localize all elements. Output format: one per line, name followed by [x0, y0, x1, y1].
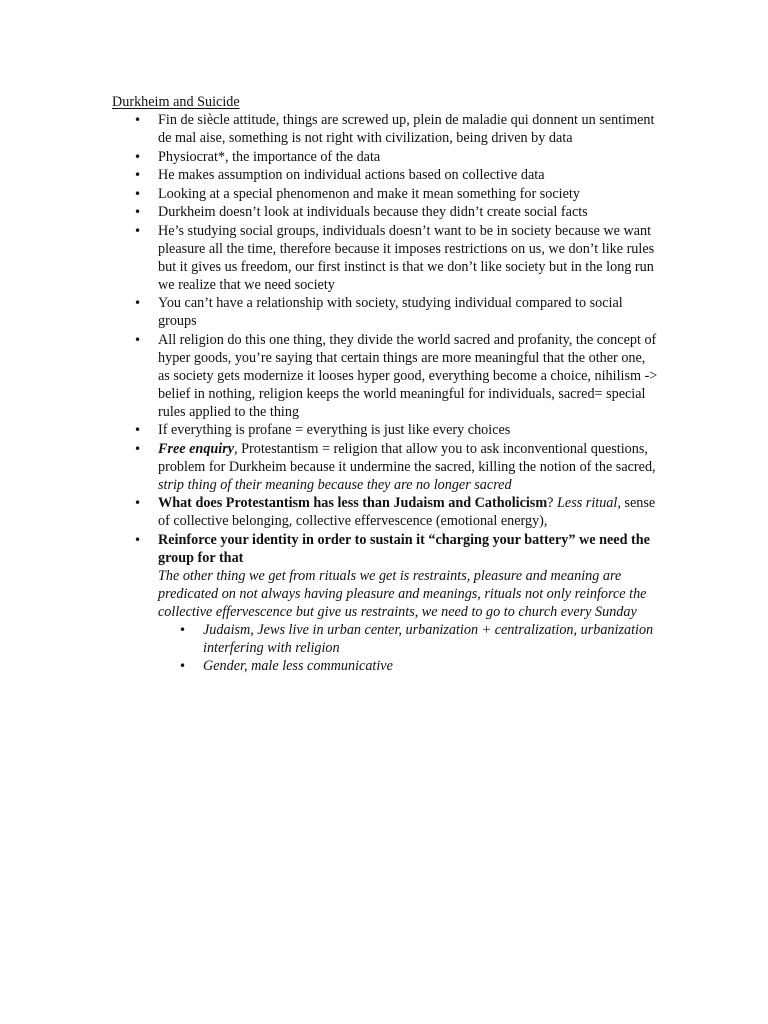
emphasis-italic: Less ritual, — [557, 495, 621, 511]
sub-list-item: • Judaism, Jews live in urban center, urbanization + centralization, urbanization interfering with religion — [158, 621, 663, 657]
sub-bullet-list — [158, 621, 658, 676]
emphasis-bold: What does Protestantism has less than Judaism and Catholicism — [158, 495, 548, 511]
list-item: • Durkheim doesn’t look at individuals because they didn’t create social facts — [0, 203, 658, 221]
list-item: • If everything is profane = everything is just like every choices — [0, 421, 658, 439]
list-item: • Free enquiry, Protestantism = religion that allow you to ask inconventional questions, problem for Durkheim because it undermine the sacred, killing the notion of the sacred, strip thing of their meaning because they are no longer sacred — [0, 440, 658, 494]
emphasis-italic: strip thing of their meaning because they are no longer sacred — [158, 476, 512, 493]
document-title: Durkheim and Suicide — [112, 94, 240, 110]
list-item: • What does Protestantism has less than Judaism and Catholicism? Less ritual, sense of collective belonging, collective effervescence (emotional energy), — [0, 494, 658, 530]
list-item: • He makes assumption on individual actions based on collective data — [0, 166, 658, 184]
list-item: • You can’t have a relationship with society, studying individual compared to social groups — [0, 294, 658, 330]
list-item: • Physiocrat*, the importance of the data — [0, 148, 658, 166]
list-item: • All religion do this one thing, they divide the world sacred and profanity, the concept of hyper goods, you’re saying that certain things are more meaningful that the other one, as society gets modernize it looses hyper good, everything become a choice, nihilism -> belief in nothing, religion keeps the world meaningful for individuals, sacred= special rules applied to the thing — [0, 331, 658, 421]
emphasis-bold: • Reinforce your identity in order to sustain it “charging your battery” we need the group for that — [158, 531, 650, 566]
list-item — [0, 531, 658, 676]
list-item: • He’s studying social groups, individuals doesn’t want to be in society because we want pleasure all the time, therefore because it imposes restrictions on us, we don’t like rules but it gives us freedom, our first instinct is that we don’t like society but in the long run we realize that we need society — [0, 222, 658, 294]
emphasis-italic: The other thing we get from rituals we get is restraints, pleasure and meaning are predicated on not always having pleasure and meanings, rituals not only reinforce the collective effervescence but give us restraints, we need to go to church every Sunday — [158, 567, 647, 620]
list-item: • Fin de siècle attitude, things are screwed up, plein de maladie qui donnent un sentiment de mal aise, something is not right with civilization, being driven by data — [0, 111, 658, 147]
bullet-list — [0, 111, 768, 676]
sub-list-item: • Gender, male less communicative — [158, 657, 663, 675]
list-item: • Looking at a special phenomenon and make it mean something for society — [0, 185, 658, 203]
emphasis-bold-italic: Free enquiry — [158, 440, 235, 457]
